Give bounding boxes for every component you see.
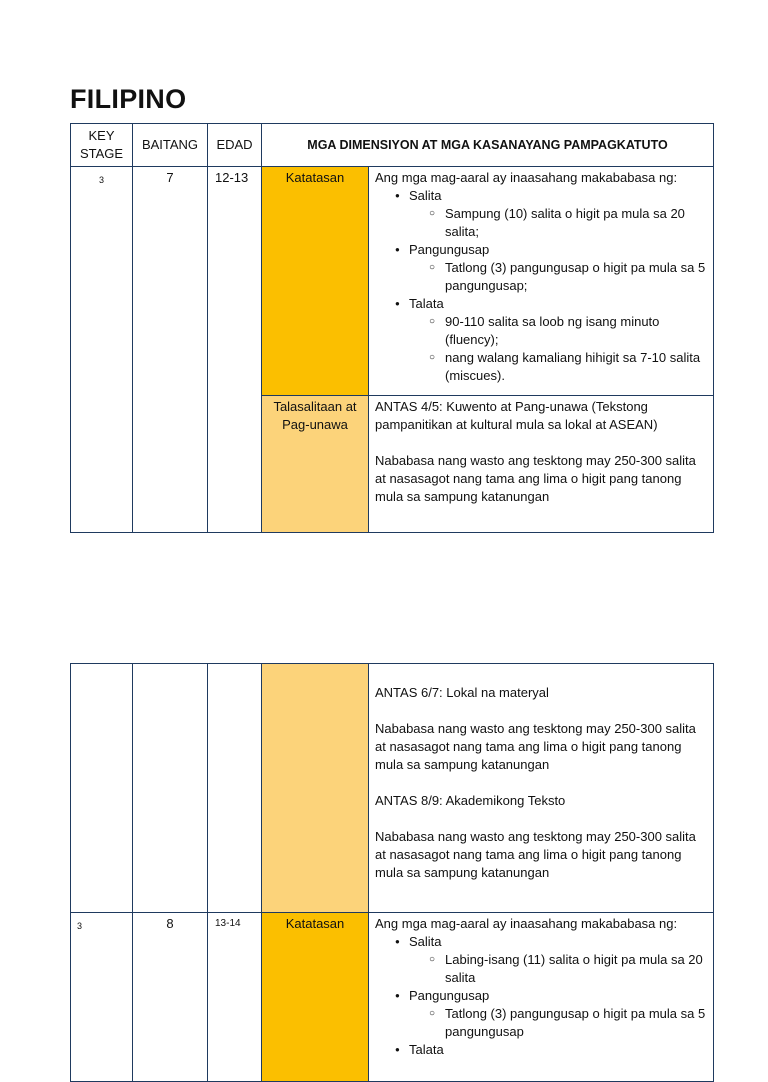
katatasan-content xyxy=(369,167,714,396)
sub-list-item: ○ Sampung (10) salita o higit pa mula sa 20 salita; xyxy=(375,205,707,241)
list-item: ● Salita xyxy=(375,933,707,951)
dimension-katatasan: Katatasan xyxy=(262,167,369,396)
list-item: ● Talata xyxy=(375,295,707,313)
header-baitang: BAITANG xyxy=(133,124,208,167)
sub-list-item: ○ Labing-isang (11) salita o higit pa mula sa 20 salita xyxy=(375,951,707,987)
sub-list-item: ○ Tatlong (3) pangungusap o higit pa mula sa 5 pangungusap xyxy=(375,1005,707,1041)
table-header-row xyxy=(71,124,714,167)
intro-text: Ang mga mag-aaral ay inaasahang makababasa ng: xyxy=(375,916,678,931)
empty-cell xyxy=(208,664,262,913)
list-item: ● Talata xyxy=(375,1041,707,1059)
sub-list-item: ○ nang walang kamaliang hihigit sa 7-10 salita (miscues). xyxy=(375,349,707,385)
table-row xyxy=(71,664,714,913)
page-title: FILIPINO xyxy=(70,84,187,114)
key-stage-cell: 3 xyxy=(71,167,133,533)
baitang-cell: 8 xyxy=(133,913,208,1082)
talasalitaan-content xyxy=(369,396,714,533)
dimension-talasalitaan-cont xyxy=(262,664,369,913)
antas-text: ANTAS 4/5: Kuwento at Pang-unawa (Tekstong pampanitikan at kultural mula sa lokal at ASEAN) xyxy=(375,399,658,432)
sub-list-item: ○ Tatlong (3) pangungusap o higit pa mula sa 5 pangungusap; xyxy=(375,259,707,295)
header-dimensions: MGA DIMENSIYON AT MGA KASANAYANG PAMPAGKATUTO xyxy=(262,124,714,167)
empty-cell xyxy=(133,664,208,913)
list-item: ● Pangungusap xyxy=(375,987,707,1005)
antas-text: ANTAS 6/7: Lokal na materyal xyxy=(375,685,549,700)
list-item: ● Pangungusap xyxy=(375,241,707,259)
baitang-cell: 7 xyxy=(133,167,208,533)
list-item: ● Salita xyxy=(375,187,707,205)
dimension-katatasan: Katatasan xyxy=(262,913,369,1082)
sub-list-item: ○ 90-110 salita sa loob ng isang minuto (fluency); xyxy=(375,313,707,349)
header-edad: EDAD xyxy=(208,124,262,167)
bullet-list xyxy=(375,933,707,1059)
description-text: Nababasa nang wasto ang tesktong may 250-300 salita at nasasagot nang tama ang lima o higit pang tanong mula sa sampung katanungan xyxy=(375,829,696,880)
edad-cell: 12-13 xyxy=(208,167,262,533)
header-key-stage: KEY STAGE xyxy=(71,124,133,167)
description-text: Nababasa nang wasto ang tesktong may 250-300 salita at nasasagot nang tama ang lima o higit pang tanong mula sa sampung katanungan xyxy=(375,721,696,772)
description-text: Nababasa nang wasto ang tesktong may 250-300 salita at nasasagot nang tama ang lima o higit pang tanong mula sa sampung katanungan xyxy=(375,453,696,504)
intro-text: Ang mga mag-aaral ay inaasahang makababasa ng: xyxy=(375,170,678,185)
skills-table-grade-7 xyxy=(70,123,714,533)
table-row xyxy=(71,167,714,396)
katatasan-content xyxy=(369,913,714,1082)
edad-cell: 13-14 xyxy=(208,913,262,1082)
dimension-talasalitaan: Talasalitaan at Pag-unawa xyxy=(262,396,369,533)
skills-table-continued xyxy=(70,663,714,1082)
empty-cell xyxy=(71,664,133,913)
antas-text: ANTAS 8/9: Akademikong Teksto xyxy=(375,793,566,808)
key-stage-cell: 3 xyxy=(71,913,133,1082)
bullet-list xyxy=(375,187,707,385)
table-row xyxy=(71,913,714,1082)
talasalitaan-cont-content xyxy=(369,664,714,913)
